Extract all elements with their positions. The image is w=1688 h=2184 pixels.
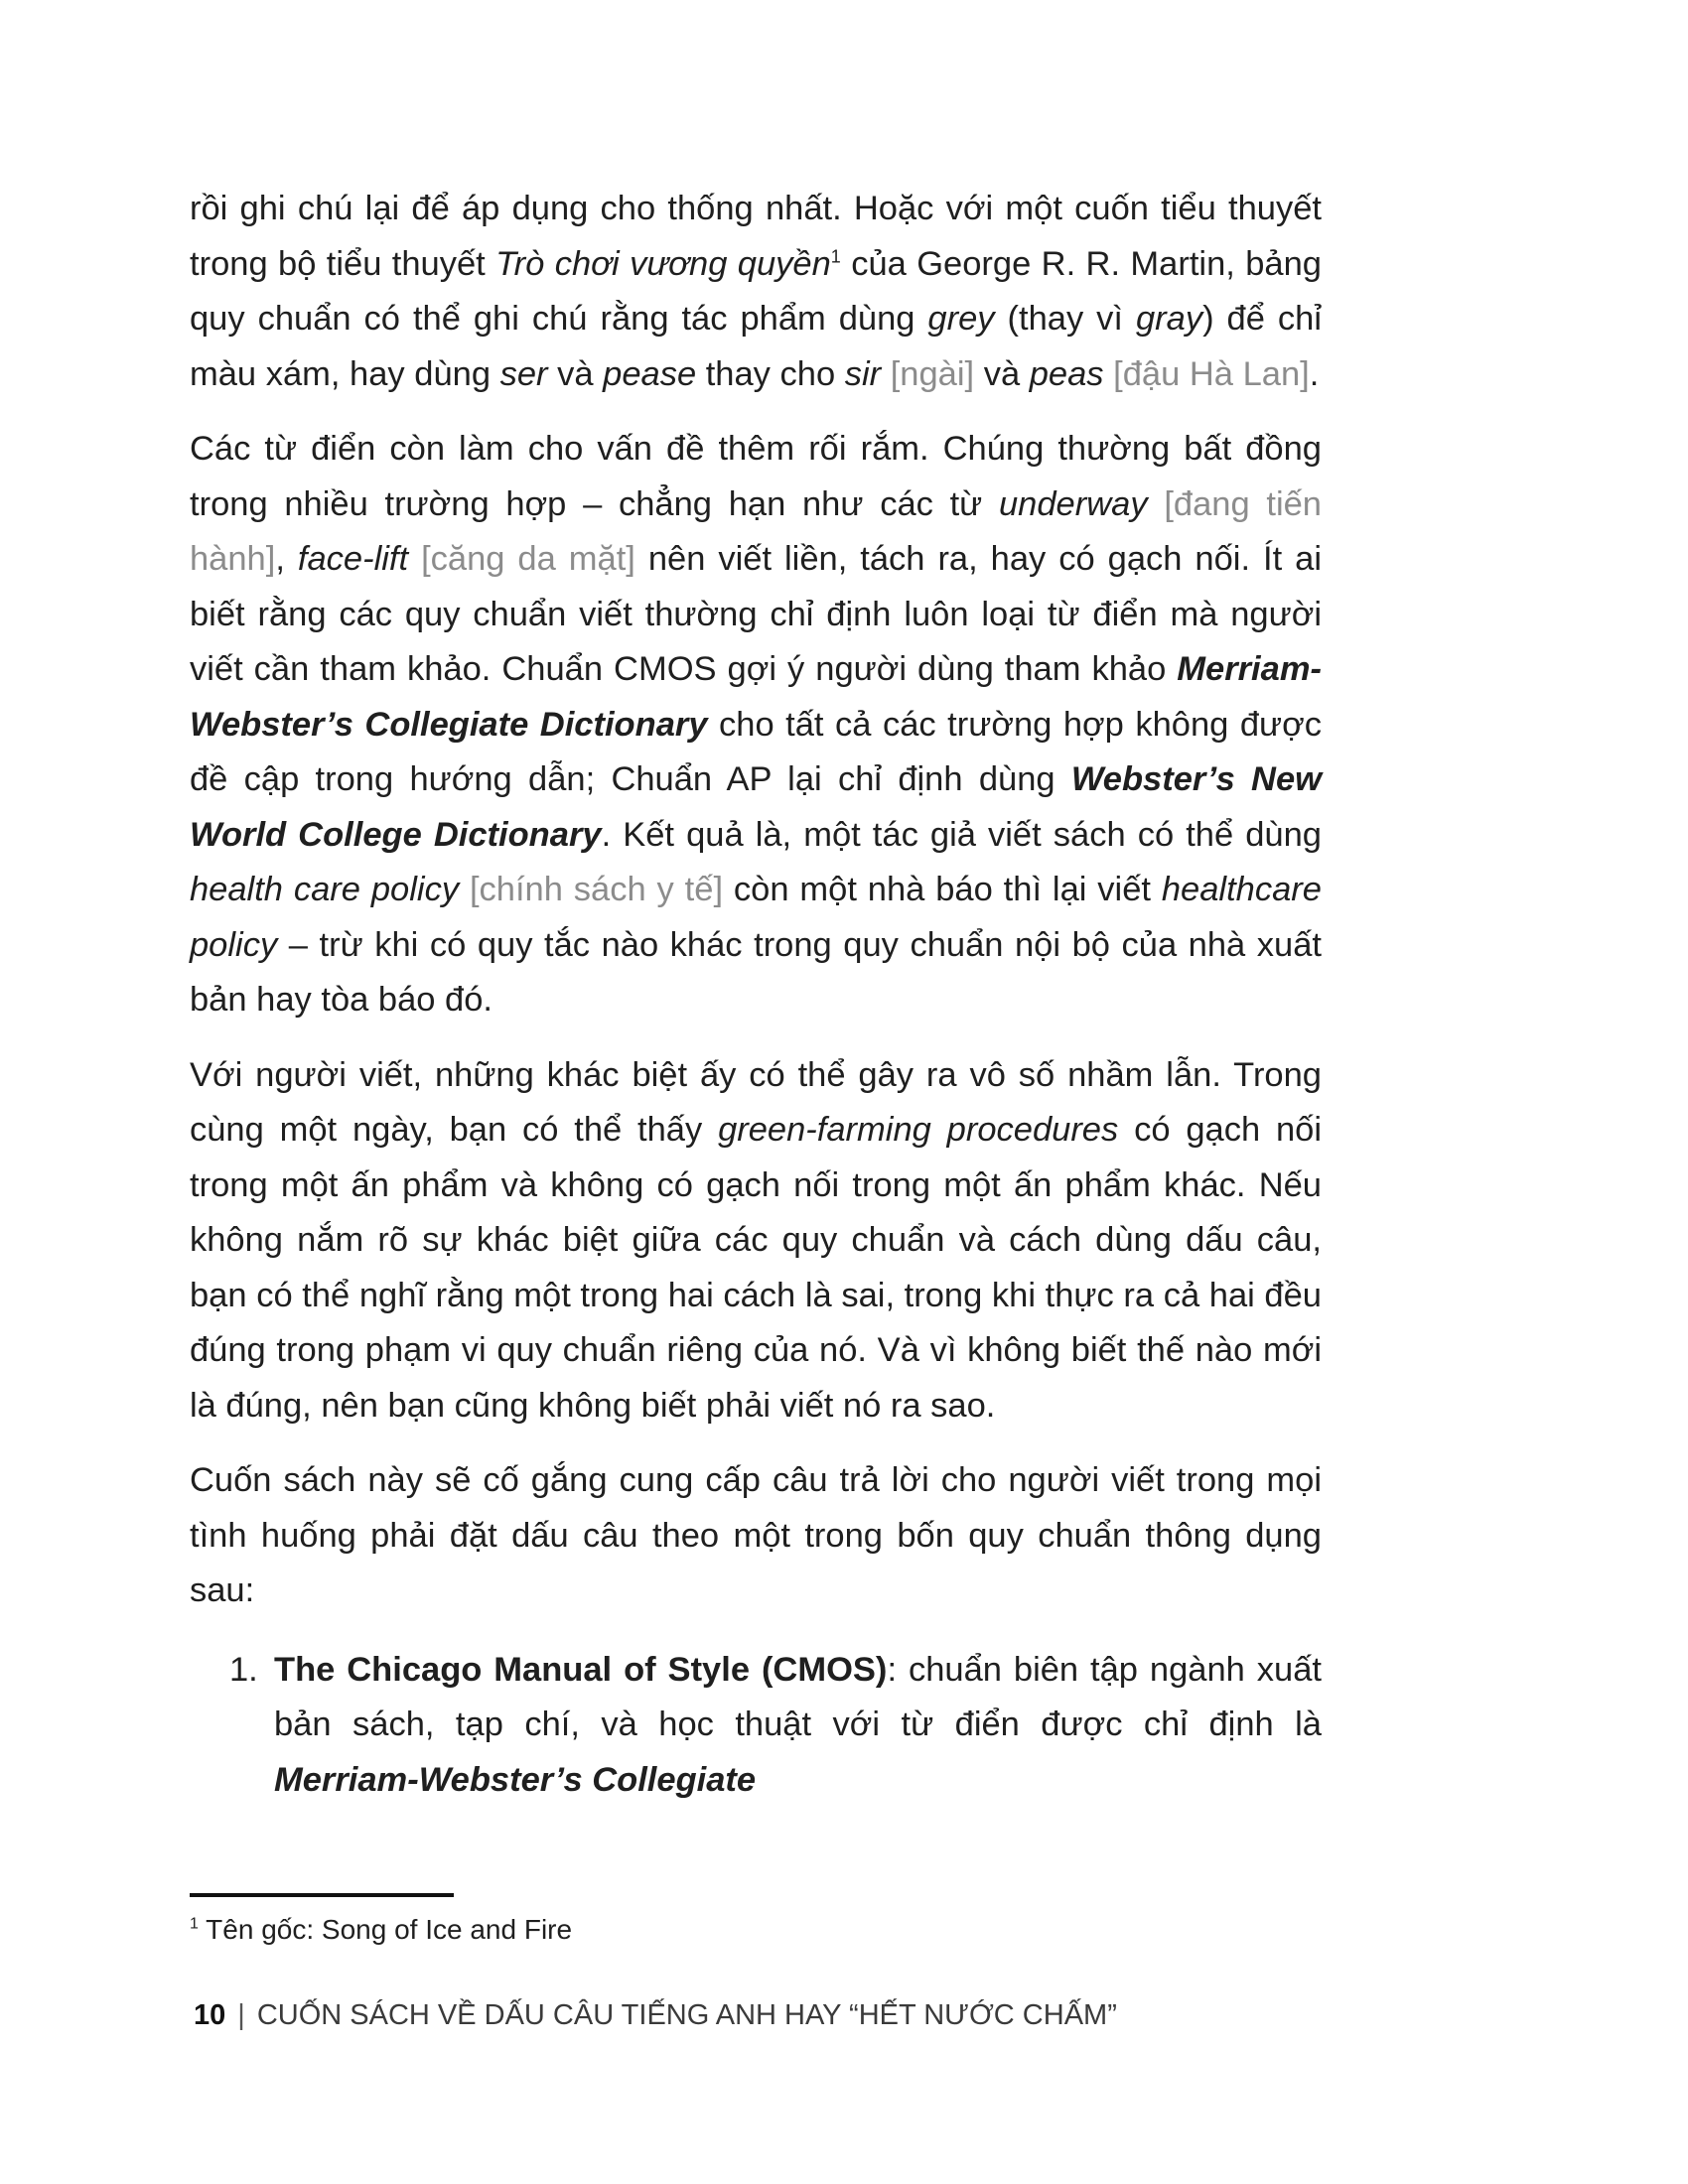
italic-word: peas <box>1029 354 1104 393</box>
translation-gloss: [đang tiến hành] <box>190 484 1322 578</box>
footnote-divider <box>190 1893 454 1897</box>
text-run: cho tất cả các trường hợp không được đề cập trong hướng dẫn; Chuẩn AP lại chỉ định dùng <box>190 705 1322 798</box>
text-run: thay cho <box>696 354 845 393</box>
footer-separator: | <box>237 1999 245 2031</box>
footnote-reference: 1 <box>830 246 841 266</box>
italic-word: underway <box>999 484 1148 523</box>
list-item-title: The Chicago Manual of Style (CMOS) <box>274 1650 888 1689</box>
text-run: Với người viết, những khác biệt ấy có thể gây ra vô số nhầm lẫn. Trong cùng một ngày, bạn có thể thấy <box>190 1055 1322 1149</box>
text-run: – trừ khi có quy tắc nào khác trong quy chuẩn nội bộ của nhà xuất bản hay tòa báo đó. <box>190 925 1322 1019</box>
text-run: , <box>275 540 298 578</box>
italic-word: sir <box>844 354 882 393</box>
paragraph-2 <box>190 422 1322 1028</box>
text-run: rồi ghi chú lại để áp dụng cho thống nhất. Hoặc với một cuốn tiểu thuyết trong bộ tiểu thuyết <box>190 190 1322 283</box>
list-item <box>190 1643 1322 1809</box>
footnote-text: Tên gốc: Song of Ice and Fire <box>198 1914 573 1945</box>
italic-title: Trò chơi vương quyền <box>495 244 831 283</box>
text-run: nên viết liền, tách ra, hay có gạch nối. Ít ai biết rằng các quy chuẩn viết thường chỉ định luôn loại từ điển mà người viết cần tham khảo. Chuẩn CMOS gợi ý người dùng tham khảo <box>190 540 1323 688</box>
italic-word: ser <box>499 354 548 393</box>
style-guide-list <box>190 1643 1322 1809</box>
translation-gloss: [ngài] <box>881 354 984 393</box>
italic-word: pease <box>603 354 697 393</box>
text-run: Các từ điển còn làm cho vấn đề thêm rối rắm. Chúng thường bất đồng trong nhiều trường hợp – chẳng hạn như các từ <box>190 430 1322 523</box>
text-run: và <box>547 354 604 393</box>
italic-word: health care policy <box>190 871 460 908</box>
footnote <box>190 1910 1083 1950</box>
dictionary-title: Merriam-Webster’s Collegiate <box>274 1760 757 1799</box>
text-run: có gạch nối trong một ấn phẩm và không có gạch nối trong một ấn phẩm khác. Nếu không nắm rõ sự khác biệt giữa các quy chuẩn và cách dùng dấu câu, bạn có thể nghĩ rằng một trong hai cách là sai, trong khi thực ra cả hai đều đúng trong phạm vi quy chuẩn riêng của nó. Và vì không biết thế nào mới là đúng, nên bạn cũng không biết phải viết nó ra sao. <box>190 1111 1322 1425</box>
paragraph-4 <box>190 1453 1322 1619</box>
translation-gloss: [căng da mặt] <box>408 540 648 578</box>
translation-gloss: [đậu Hà Lan] <box>1103 354 1310 393</box>
page-number: 10 <box>194 1999 226 2031</box>
list-item-text: : chuẩn biên tập ngành xuất bản sách, tạp chí, và học thuật với từ điển được chỉ định là <box>274 1650 1322 1743</box>
italic-word: healthcare policy <box>190 871 1322 964</box>
italic-word: face-lift <box>297 540 409 578</box>
text-run: và <box>983 354 1030 393</box>
body-text <box>190 182 1322 1808</box>
running-title: CUỐN SÁCH VỀ DẤU CÂU TIẾNG ANH HAY “HẾT NƯỚC CHẤM” <box>256 1999 1117 2031</box>
paragraph-1 <box>190 182 1322 402</box>
list-number: 1. <box>229 1650 258 1689</box>
text-run: còn một nhà báo thì lại viết <box>733 871 1162 908</box>
dictionary-title: Webster’s New World College Dictionary <box>190 760 1322 854</box>
italic-word: grey <box>927 300 995 338</box>
text-run: Cuốn sách này sẽ cố gắng cung cấp câu trả lời cho người viết trong mọi tình huống phải đặt dấu câu theo một trong bốn quy chuẩn thông dụng sau: <box>190 1461 1322 1609</box>
italic-word: green-farming procedures <box>718 1111 1119 1149</box>
text-run: . Kết quả là, một tác giả viết sách có thể dùng <box>601 815 1322 854</box>
footnote-mark: 1 <box>190 1915 199 1933</box>
text-run: . <box>1309 354 1320 393</box>
dictionary-title: Merriam-Webster’s Collegiate Dictionary <box>190 650 1322 744</box>
paragraph-3 <box>190 1048 1322 1434</box>
text-run: của George R. R. Martin, bảng quy chuẩn có thể ghi chú rằng tác phẩm dùng <box>190 244 1322 338</box>
translation-gloss: [chính sách y tế] <box>459 871 734 908</box>
text-run: (thay vì <box>994 300 1136 338</box>
page-footer <box>194 1995 1286 2035</box>
text-run: ) để chỉ màu xám, hay dùng <box>190 300 1322 393</box>
italic-word: gray <box>1135 300 1203 338</box>
